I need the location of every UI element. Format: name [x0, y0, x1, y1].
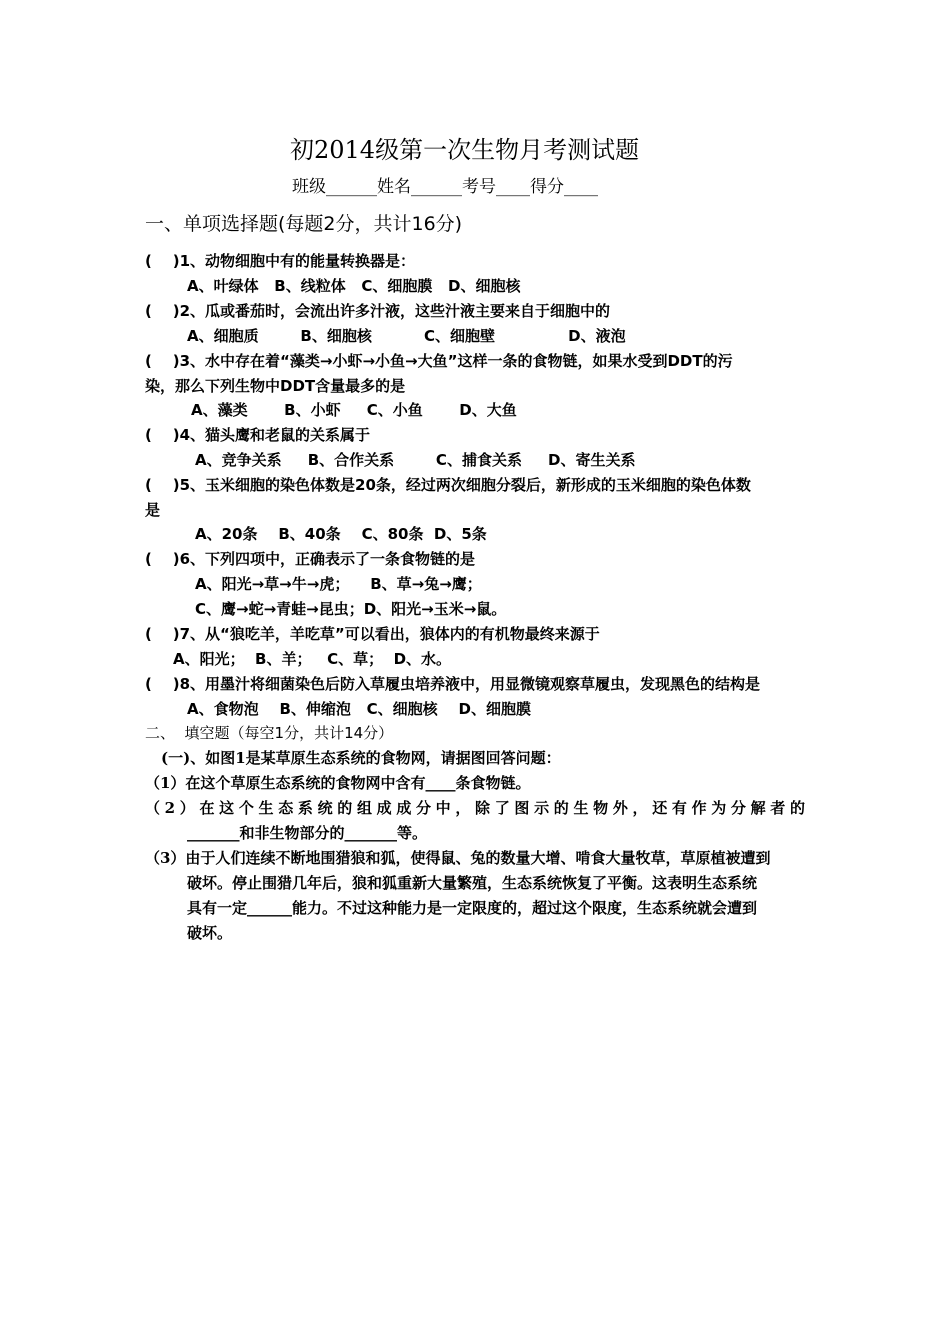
q1-stem: ( )1、动物细胞中有的能量转换器是： [145, 252, 416, 270]
q6-options-line2: C、鹰→蛇→青蛙→昆虫；D、阳光→玉米→鼠。 [195, 600, 507, 618]
student-info-line: 班级______姓名______考号____得分____ [292, 177, 598, 197]
q8-options: A、食物泡 B、伸缩泡 C、细胞核 D、细胞膜 [187, 700, 531, 718]
fill-item-3-line1: （3）由于人们连续不断地围猎狼和狐，使得鼠、兔的数量大增、啃食大量牧草，草原植被遭到 [145, 849, 771, 867]
page-title: 初2014级第一次生物月考测试题 [290, 136, 640, 164]
q3-stem-line1: ( )3、水中存在着“藻类→小虾→小鱼→大鱼”这样一条的食物链，如果水受到DDT的污 [145, 352, 733, 370]
q5-options: A、20条 B、40条 C、80条 D、5条 [195, 525, 487, 543]
fill-item-3-line2: 破坏。停止围猎几年后，狼和狐重新大量繁殖，生态系统恢复了平衡。这表明生态系统 [187, 874, 758, 892]
q4-options: A、竞争关系 B、合作关系 C、捕食关系 D、寄生关系 [195, 451, 636, 469]
fill-item-3-line3: 具有一定______能力。不过这种能力是一定限度的，超过这个限度，生态系统就会遭到 [187, 899, 758, 917]
q3-options: A、藻类 B、小虾 C、小鱼 D、大鱼 [191, 401, 517, 419]
q7-options: A、阳光； B、羊； C、草； D、水。 [173, 650, 452, 668]
q4-stem: ( )4、猫头鹰和老鼠的关系属于 [145, 426, 371, 444]
q7-stem: ( )7、从“狼吃羊，羊吃草”可以看出，狼体内的有机物最终来源于 [145, 625, 600, 643]
q2-stem: ( )2、瓜或番茄时，会流出许多汁液，这些汁液主要来自于细胞中的 [145, 302, 611, 320]
q3-stem-line2: 染，那么下列生物中DDT含量最多的是 [145, 377, 406, 395]
q6-stem: ( )6、下列四项中，正确表示了一条食物链的是 [145, 550, 476, 568]
section2-part1-intro: (一)、如图1是某草原生态系统的食物网，请据图回答问题： [161, 749, 561, 767]
q8-stem: ( )8、用墨汁将细菌染色后防入草履虫培养液中，用显微镜观察草履虫，发现黑色的结构是 [145, 675, 761, 693]
q6-options-line1: A、阳光→草→牛→虎； B、草→兔→鹰； [195, 575, 482, 593]
q5-stem-line2: 是 [145, 501, 161, 519]
fill-item-2-line2: _______和非生物部分的_______等。 [187, 824, 428, 842]
q1-options: A、叶绿体 B、线粒体 C、细胞膜 D、细胞核 [187, 277, 521, 295]
fill-item-1: （1）在这个草原生态系统的食物网中含有____条食物链。 [145, 774, 531, 792]
q2-options: A、细胞质 B、细胞核 C、细胞壁 D、液泡 [187, 327, 626, 345]
section1-heading: 一、单项选择题(每题2分，共计16分) [145, 213, 463, 235]
q5-stem-line1: ( )5、玉米细胞的染色体数是20条，经过两次细胞分裂后，新形成的玉米细胞的染色体数 [145, 476, 751, 494]
section2-heading: 二、 填空题（每空1分，共计14分） [145, 724, 394, 742]
fill-item-2-line1: （2）在这个生态系统的组成成分中，除了图示的生物外，还有作为分解者的 [145, 799, 805, 817]
fill-item-3-line4: 破坏。 [187, 924, 233, 942]
